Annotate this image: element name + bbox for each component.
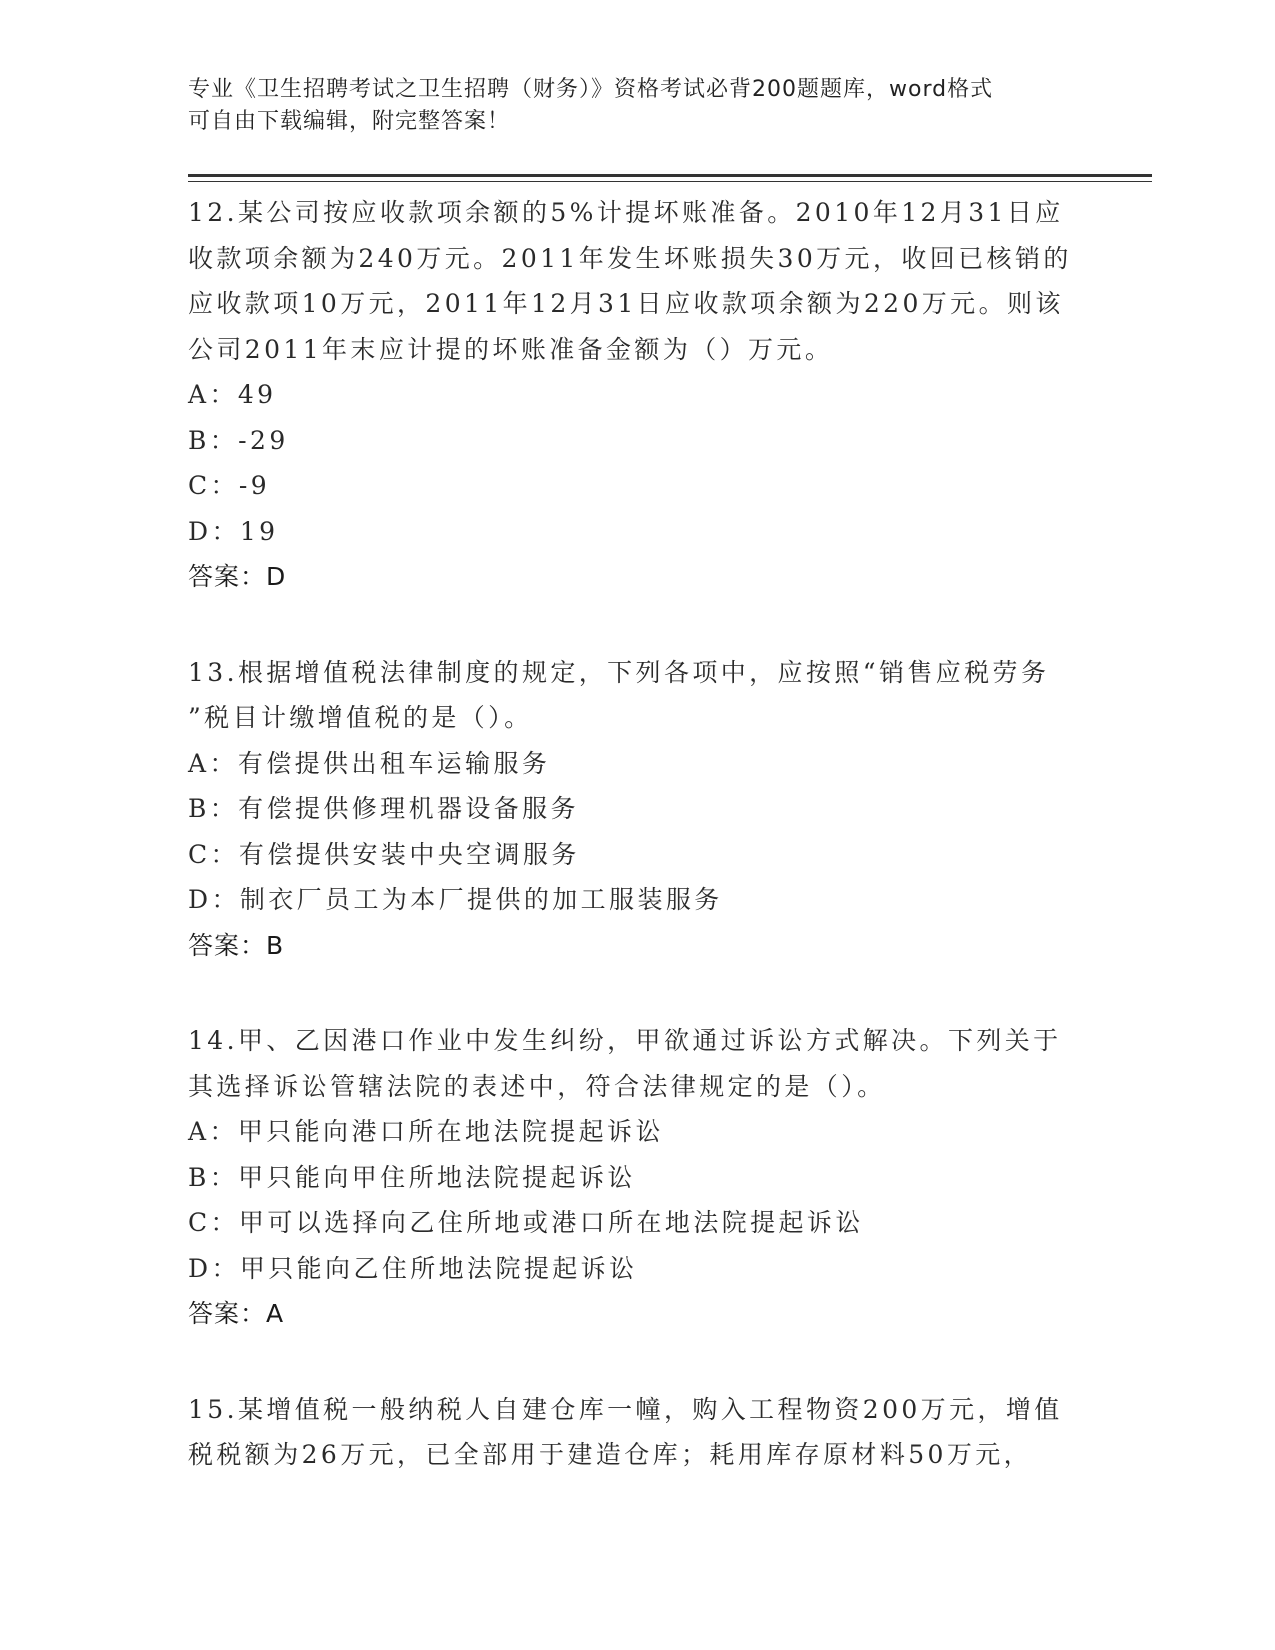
header-line-2: 可自由下载编辑，附完整答案！: [188, 109, 511, 134]
answer-line: 答案：B: [188, 930, 285, 960]
question-stem-line: 12.某公司按应收款项余额的5%计提坏账准备。2010年12月31日应: [188, 198, 1064, 227]
question-stem-line: 其选择诉讼管辖法院的表述中，符合法律规定的是（）。: [188, 1071, 886, 1101]
option-c: C：甲可以选择向乙住所地或港口所在地法院提起诉讼: [188, 1208, 864, 1237]
question-stem-line: 公司2011年末应计提的坏账准备金额为（）万元。: [188, 334, 834, 364]
answer-line: 答案：A: [188, 1299, 285, 1328]
question-stem-line: 收款项余额为240万元。2011年发生坏账损失30万元，收回已核销的: [188, 243, 1072, 273]
question-stem-line: 13.根据增值税法律制度的规定，下列各项中，应按照“销售应税劳务: [188, 657, 1050, 687]
option-b: B：有偿提供修理机器设备服务: [188, 794, 579, 823]
option-d: D：制衣厂员工为本厂提供的加工服装服务: [188, 885, 723, 914]
option-b: B：-29: [188, 425, 289, 455]
question-13: [188, 650, 1088, 969]
question-12: [188, 190, 1088, 600]
option-a: A：有偿提供出租车运输服务: [188, 748, 551, 778]
question-14: [188, 1018, 1088, 1337]
document-header: [188, 74, 1068, 138]
option-b: B：甲只能向甲住所地法院提起诉讼: [188, 1162, 636, 1192]
header-line-1: 专业《卫生招聘考试之卫生招聘（财务）》资格考试必背200题题库，word格式: [188, 77, 994, 102]
option-d: D：甲只能向乙住所地法院提起诉讼: [188, 1253, 638, 1283]
question-15: [188, 1387, 1088, 1478]
option-a: A：甲只能向港口所在地法院提起诉讼: [188, 1117, 664, 1146]
option-d: D：19: [188, 516, 279, 546]
question-stem-line: 14.甲、乙因港口作业中发生纠纷，甲欲通过诉讼方式解决。下列关于: [188, 1026, 1062, 1055]
question-stem-line: 应收款项10万元，2011年12月31日应收款项余额为220万元。则该: [188, 289, 1064, 318]
question-stem-line: 15.某增值税一般纳税人自建仓库一幢，购入工程物资200万元，增值: [188, 1394, 1063, 1424]
option-c: C：-9: [188, 471, 271, 500]
option-c: C：有偿提供安装中央空调服务: [188, 839, 580, 869]
question-stem-line: 税税额为26万元，已全部用于建造仓库；耗用库存原材料50万元，: [188, 1440, 1033, 1469]
option-a: A：49: [188, 380, 277, 409]
header-divider-thin: [188, 181, 1152, 182]
question-list: [188, 190, 1088, 1528]
answer-line: 答案：D: [188, 562, 287, 591]
question-stem-line: ”税目计缴增值税的是（）。: [188, 703, 533, 732]
header-divider-thick: [188, 174, 1152, 177]
